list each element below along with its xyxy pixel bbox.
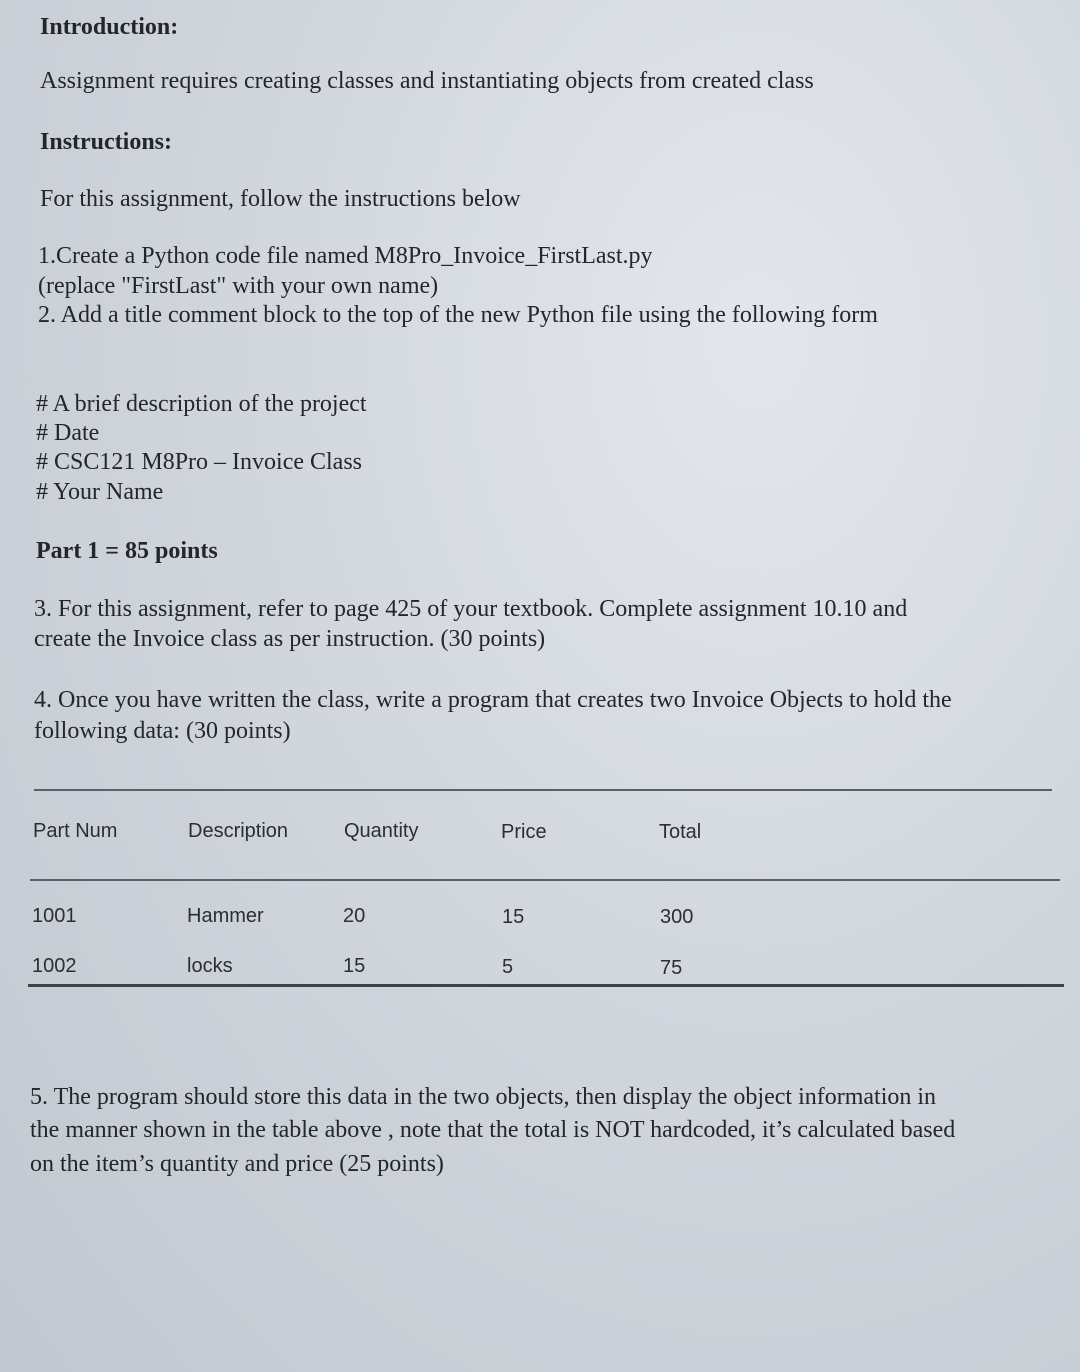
header-description: Description	[188, 820, 289, 842]
cell-quantity: 15	[343, 955, 366, 977]
cell-price: 5	[502, 956, 514, 978]
comment-line-name: # Your Name	[36, 479, 164, 505]
comment-line-description: # A brief description of the project	[36, 391, 367, 417]
comment-line-course: # CSC121 M8Pro – Invoice Class	[36, 449, 363, 475]
cell-price: 15	[502, 906, 525, 928]
step1-line2: (replace "FirstLast" with your own name)	[38, 273, 439, 299]
step5-line1: 5. The program should store this data in the two objects, then display the object information in	[30, 1084, 937, 1110]
cell-description: locks	[187, 955, 233, 977]
step5-line3: on the item’s quantity and price (25 points)	[30, 1151, 444, 1177]
step1-line1: 1.Create a Python code file named M8Pro_Invoice_FirstLast.py	[38, 243, 653, 269]
instructions-lead: For this assignment, follow the instructions below	[40, 186, 521, 212]
intro-heading: Introduction:	[40, 14, 179, 40]
intro-text: Assignment requires creating classes and instantiating objects from created class	[40, 68, 814, 94]
cell-total: 75	[660, 957, 683, 979]
cell-description: Hammer	[187, 905, 264, 927]
cell-part-num: 1001	[32, 905, 77, 927]
comment-line-date: # Date	[36, 420, 100, 446]
header-total: Total	[659, 821, 702, 843]
header-price: Price	[501, 821, 547, 843]
part1-heading: Part 1 = 85 points	[36, 538, 218, 564]
table-top-rule	[34, 789, 1052, 791]
cell-part-num: 1002	[32, 955, 77, 977]
table-bottom-rule	[28, 984, 1064, 987]
instructions-heading: Instructions:	[40, 129, 173, 155]
step4-line1: 4. Once you have written the class, write a program that creates two Invoice Objects to hold the	[34, 687, 952, 713]
header-part-num: Part Num	[33, 820, 118, 842]
step3-line1: 3. For this assignment, refer to page 425 of your textbook. Complete assignment 10.10 and	[34, 596, 908, 622]
table-header-rule	[30, 879, 1060, 881]
header-quantity: Quantity	[344, 820, 419, 842]
step4-line2: following data: (30 points)	[34, 718, 291, 744]
cell-quantity: 20	[343, 905, 366, 927]
cell-total: 300	[660, 906, 694, 928]
step2-text: 2. Add a title comment block to the top of the new Python file using the following form	[38, 302, 878, 328]
step3-line2: create the Invoice class as per instruction. (30 points)	[34, 626, 546, 652]
step5-line2: the manner shown in the table above , note that the total is NOT hardcoded, it’s calculated based	[30, 1117, 956, 1143]
